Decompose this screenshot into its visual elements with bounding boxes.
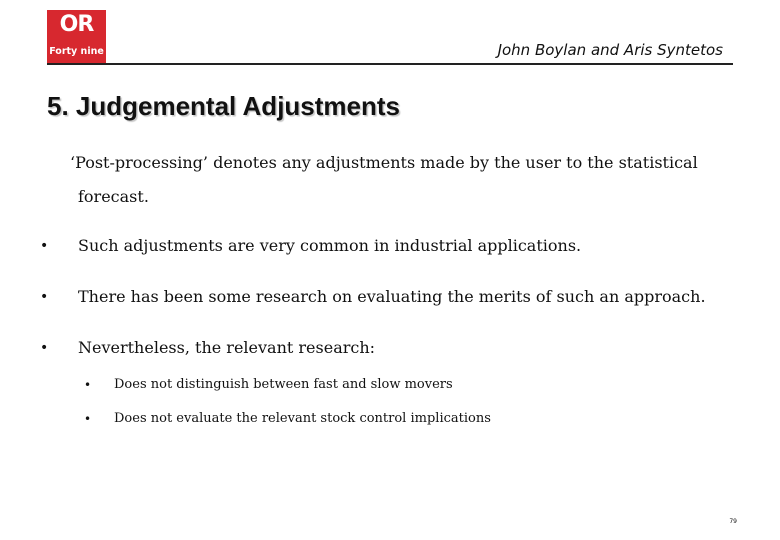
header-authors: John Boylan and Aris Syntetos xyxy=(497,41,723,59)
bullet-item-1: Such adjustments are very common in industrial applications. xyxy=(78,236,582,255)
header-divider xyxy=(47,63,733,65)
logo-bottom-text: Forty nine xyxy=(49,46,104,57)
page-number: 79 xyxy=(729,518,737,525)
bullet-marker: • xyxy=(40,289,49,305)
sub-bullet-item-2: Does not evaluate the relevant stock control implications xyxy=(114,411,491,426)
sub-bullet-marker: • xyxy=(84,378,92,392)
bullet-marker: • xyxy=(40,340,49,356)
slide-title: 5. Judgemental Adjustments xyxy=(47,91,400,121)
intro-text-line-2: forecast. xyxy=(78,187,149,206)
or-forty-nine-logo xyxy=(47,10,106,64)
logo-top-text: OR xyxy=(59,12,94,37)
bullet-marker: • xyxy=(40,238,49,254)
bullet-item-2: There has been some research on evaluating the merits of such an approach. xyxy=(78,287,706,306)
sub-bullet-item-1: Does not distinguish between fast and slow movers xyxy=(114,377,453,392)
intro-text-line-1: ‘Post-processing’ denotes any adjustments made by the user to the statistical xyxy=(70,153,698,172)
sub-bullet-marker: • xyxy=(84,412,92,426)
bullet-item-3: Nevertheless, the relevant research: xyxy=(78,338,376,357)
